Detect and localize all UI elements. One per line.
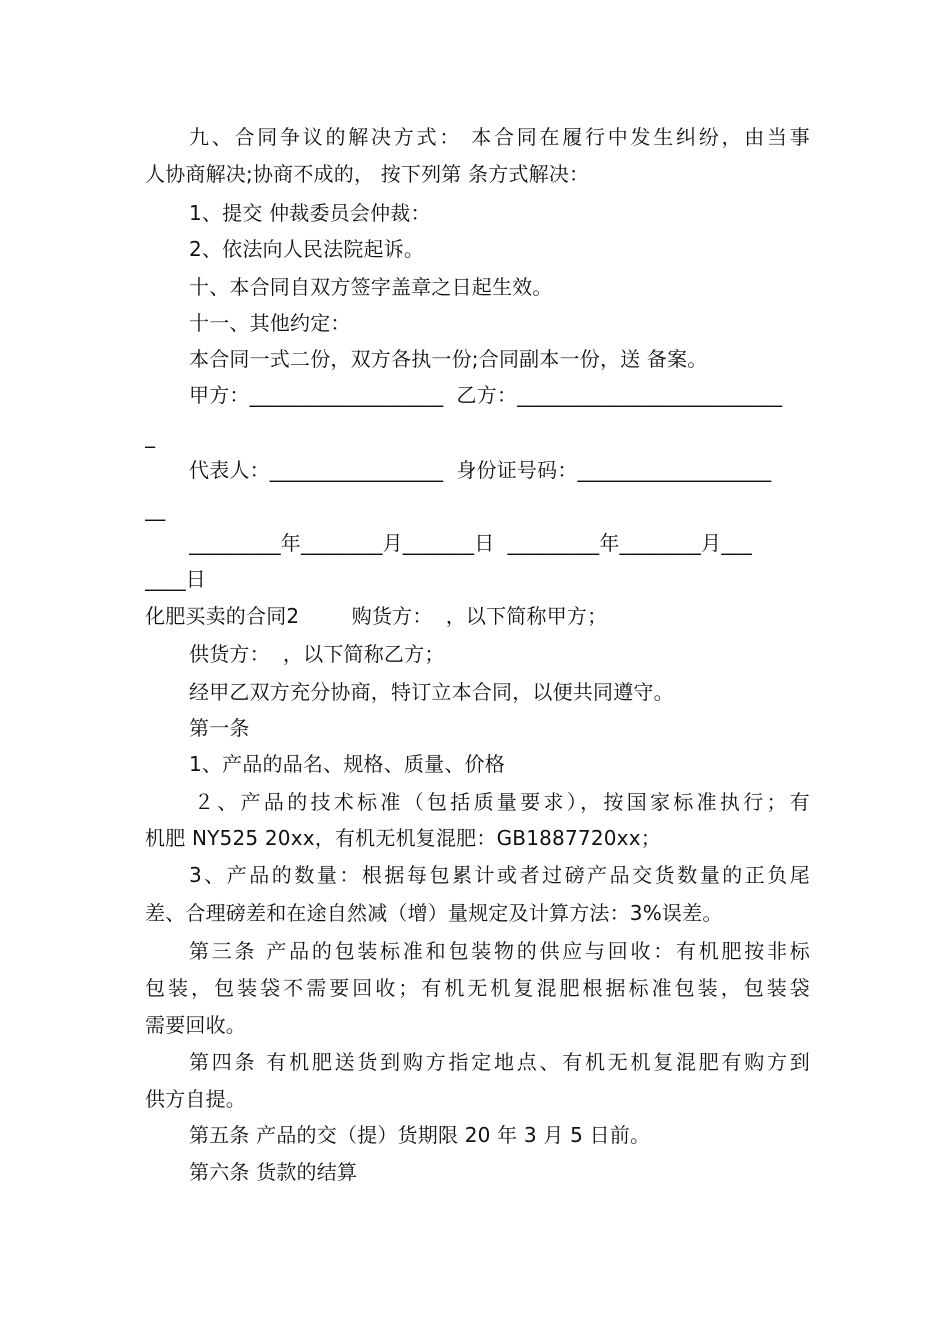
paragraph-line: 人协商解决;协商不成的， 按下列第 条方式解决： xyxy=(145,162,590,186)
paragraph-line: ２、产品的技术标准（包括质量要求），按国家标准执行；有 xyxy=(194,790,810,814)
paragraph-line: 3、产品的数量：根据每包累计或者过磅产品交货数量的正负尾 xyxy=(189,863,810,887)
paragraph-line: 1、提交 仲裁委员会仲裁： xyxy=(189,201,431,225)
article-heading: 第一条 xyxy=(189,716,250,740)
paragraph-line: 本合同一式二份，双方各执一份;合同副本一份，送 备案。 xyxy=(189,347,708,371)
signature-line-continuation: __ xyxy=(145,497,166,521)
signature-line-party: 甲方：___________________ 乙方：__________________________ xyxy=(189,383,783,407)
paragraph-line: 机肥 NY525 20xx，有机无机复混肥：GB1887720xx； xyxy=(145,826,661,850)
paragraph-line: 第五条 产品的交（提）货期限 20 年 3 月 5 日前。 xyxy=(189,1123,651,1147)
paragraph-line: 2、依法向人民法院起诉。 xyxy=(189,237,425,261)
paragraph-line: 供货方： ，以下简称乙方； xyxy=(189,642,445,666)
paragraph-line: 需要回收。 xyxy=(145,1013,246,1037)
paragraph-line: 包装，包装袋不需要回收；有机无机复混肥根据标准包装，包装袋 xyxy=(145,976,810,1000)
signature-line-date: _________年________月_______日 _________年________月___ xyxy=(189,531,752,555)
paragraph-line: 十一、其他约定： xyxy=(189,311,351,335)
paragraph-line: 经甲乙双方充分协商，特订立本合同，以便共同遵守。 xyxy=(189,680,674,704)
paragraph-line: 九、合同争议的解决方式： 本合同在履行中发生纠纷，由当事 xyxy=(189,125,810,149)
paragraph-line: 差、合理磅差和在途自然减（增）量规定及计算方法：3%误差。 xyxy=(145,901,723,925)
signature-line-continuation: _ xyxy=(145,424,156,448)
paragraph-line: 1、产品的品名、规格、质量、价格 xyxy=(189,752,505,776)
paragraph-line: 第六条 货款的结算 xyxy=(189,1160,358,1184)
paragraph-line: 第三条 产品的包装标准和包装物的供应与回收：有机肥按非标 xyxy=(189,939,810,963)
signature-line-continuation: ____日 xyxy=(145,567,206,591)
paragraph-line: 第四条 有机肥送货到购方指定地点、有机无机复混肥有购方到 xyxy=(189,1050,810,1074)
paragraph-line: 供方自提。 xyxy=(145,1087,246,1111)
signature-line-representative: 代表人：_________________ 身份证号码：___________________ xyxy=(189,458,772,482)
section-heading: 化肥买卖的合同2 购货方： ，以下简称甲方； xyxy=(145,604,608,628)
paragraph-line: 十、本合同自双方签字盖章之日起生效。 xyxy=(189,275,553,299)
